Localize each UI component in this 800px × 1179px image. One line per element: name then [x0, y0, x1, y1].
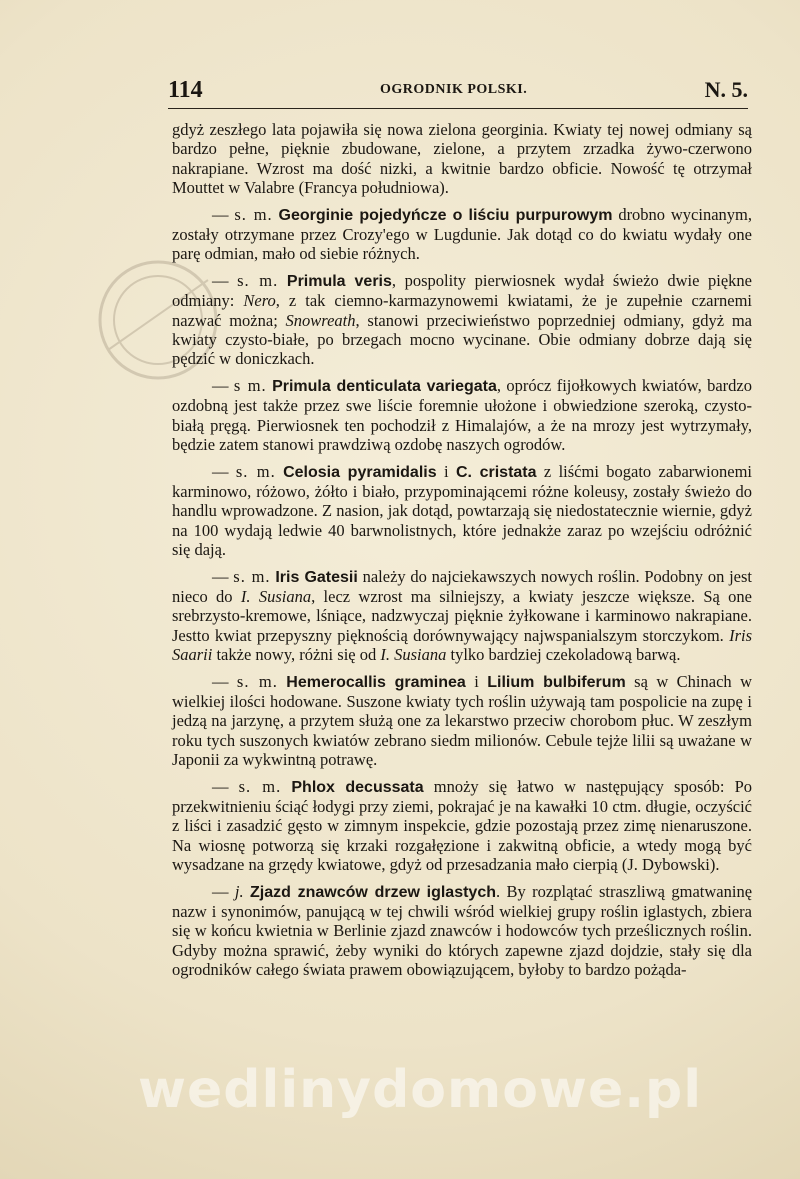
author-abbrev: s. m.: [233, 566, 271, 586]
issue-number: N. 5.: [704, 77, 748, 102]
paragraph-text: —: [212, 671, 237, 691]
author-abbrev: s. m.: [236, 671, 278, 691]
term-heading: Primula denticulata variegata: [272, 377, 497, 395]
paragraph: [172, 120, 752, 198]
paragraph-text: [281, 777, 291, 796]
watermark: wedlinydomowe.pl: [137, 1060, 703, 1120]
paragraph-text: także nowy, różni się od: [212, 645, 381, 665]
term-heading: Lilium bulbiferum: [487, 673, 626, 691]
term-heading: Iris Gatesii: [275, 568, 358, 586]
paragraph: [172, 672, 752, 770]
paragraph: [172, 777, 752, 875]
running-title: OGRODNIK POLSKI.: [380, 82, 528, 97]
paragraph-text: i: [465, 671, 488, 691]
paragraph: [172, 205, 752, 264]
paragraph-text: —: [212, 270, 238, 290]
italic-text: Iris Saarii: [172, 625, 752, 665]
paragraph-text: i: [436, 461, 456, 481]
author-abbrev: s. m.: [238, 776, 282, 796]
paragraph: [172, 376, 752, 455]
author-abbrev: s m.: [233, 375, 267, 395]
paragraph-text: , lecz wzrost ma silniejszy, a kwiaty jeszcze większe. Są one srebrzysto-kremowe, lśniące, nadzwyczaj pięknie żyłkowane i karminowo nakrapiane. Jestto kwiat przepyszny pięknością dorównywający najwspanialszym storczykom.: [172, 586, 753, 645]
paragraph-text: należy do najciekawszych nowych roślin. Podobny on jest nieco do: [172, 566, 753, 606]
paragraph-text: drobno wycinanym, zostały otrzymane przez Crozy'ego w Lugdunie. Jak dotąd co do kwiatu wydały one parę odmian, mało od siebie różnych.: [172, 204, 752, 264]
article-body: [172, 120, 752, 980]
term-heading: C. cristata: [455, 463, 537, 481]
term-heading: Hemerocallis graminea: [286, 673, 466, 691]
paragraph-text: z liśćmi bogato zabarwionemi karminowo, różowo, żółto i biało, przypominającemi różne koleusy, zostały świeżo do handlu wprowadzone. Z nasion, jak dotąd, powtarzają się niedostatecznie wiernie, gdyż na 100 wydają ledwie 40 barwnolistnych, które jednakże zaraz po wzejściu odróżnić się dają.: [172, 461, 752, 560]
italic-text: I. Susiana: [240, 586, 312, 606]
paragraph: [172, 271, 752, 369]
paragraph: [172, 882, 752, 980]
paragraph-text: —: [212, 204, 235, 224]
paragraph: [172, 462, 752, 560]
paragraph-text: . By rozplątać straszliwą gmatwaninę nazw i synonimów, panującą w tej chwili wśród wielkiej grupy roślin iglastych, zbiera się w końcu kwietnia w Berlinie zjazd znawców i hodowców tych prześlicznych roślin. Gdyby można sprawić, żeby wyniki do których zapewne zjazd dojdzie, stały się dla ogrodników całego świata prawem obowiązującem, byłoby to bardzo pożąda-: [172, 881, 753, 980]
paragraph-text: —: [212, 881, 235, 901]
paragraph: [172, 567, 752, 665]
paragraph-text: [278, 271, 287, 290]
paragraph-text: —: [212, 461, 236, 481]
author-abbrev: s. m.: [235, 461, 276, 481]
author-abbrev: s. m.: [237, 270, 279, 290]
paragraph-text: —: [212, 776, 239, 796]
term-heading: Celosia pyramidalis: [283, 463, 437, 481]
paragraph-text: , z tak ciemno-karmazynowemi kwiatami, że je zupełnie czarnemi nazwać można;: [172, 291, 752, 330]
italic-text: Nero: [243, 291, 276, 311]
term-heading: Primula veris: [286, 272, 392, 290]
paragraph-text: , stanowi przeciwieństwo poprzedniej odmiany, gdyż ma kwiaty czysto-białe, po brzegach mocno wycinane. Obie odmiany dobrze dają się pędzić w doniczkach.: [172, 310, 752, 369]
page-number: 114: [168, 76, 203, 103]
italic-text: Snowreath: [285, 310, 356, 330]
paragraph-text: —: [212, 566, 234, 586]
paragraph-text: , oprócz fijołkowych kwiatów, bardzo ozdobną jest także przez swe liście foremnie ułożone i obwiedzione szeroką, czysto-białą pręgą. Pierwiosnek ten pochodził z Himalajów, a że na mrozy jest wytrzymały, będzie zatem stanowi prawdziwą ozdobę naszych ogrodów.: [172, 375, 752, 455]
paragraph-text: , pospolity pierwiosnek wydał świeżo dwie piękne odmiany:: [172, 270, 753, 311]
page-header: [168, 72, 748, 109]
term-heading: Zjazd znawców drzew iglastych: [250, 883, 496, 901]
paragraph-text: mnoży się łatwo w następujący sposób: Po przekwitnieniu ściąć łodygi przy ziemi, pokrajać je na kawałki 10 ctm. długie, oczyścić z liści i zasadzić gęsto w zimnym inspekcie, gdzie pozostają przez zimę nienaruszone. Na wiosnę potworzą się krzaki rozgałęzione i zakwitną obficie, a wtedy mogą być wysadzane na grzędy kwiatowe, gdyż od przesadzania mało cierpią (J. Dybowski).: [172, 776, 753, 875]
italic-text: I. Susiana: [380, 645, 447, 665]
author-abbrev: s. m.: [234, 204, 273, 224]
paragraph-text: tylko bardziej czekoladową barwą.: [446, 645, 681, 665]
paragraph-text: gdyż zeszłego lata pojawiła się nowa zielona georginia. Kwiaty tej nowej odmiany są bardzo pełne, pięknie zbudowane, zielone, a przytem zrzadka żywo-czerwono nakrapiane. Wzrost ma dość nizki, a kwitnie bardzo obficie. Nowość tę otrzymał Mouttet w Valabre (Francya południowa).: [172, 120, 752, 198]
paragraph-text: [276, 462, 283, 481]
paragraph-text: —: [212, 375, 234, 395]
paragraph-text: są w Chinach w wielkiej ilości hodowane. Suszone kwiaty tych roślin używają tam pospolicie na zupę i jedzą na jarzynę, a przytem służą one za lekarstwo przeciw chorobom płuc. W zeszłym roku tych suszonych kwiatów zebrano siedm milionów. Cebule tejże lilii są uważane w Japonii za wykwintną potrawę.: [172, 671, 752, 770]
term-heading: Georginie pojedyńcze o liściu purpurowym: [278, 206, 613, 224]
term-heading: Phlox decussata: [291, 778, 424, 796]
italic-text: j.: [234, 881, 244, 901]
